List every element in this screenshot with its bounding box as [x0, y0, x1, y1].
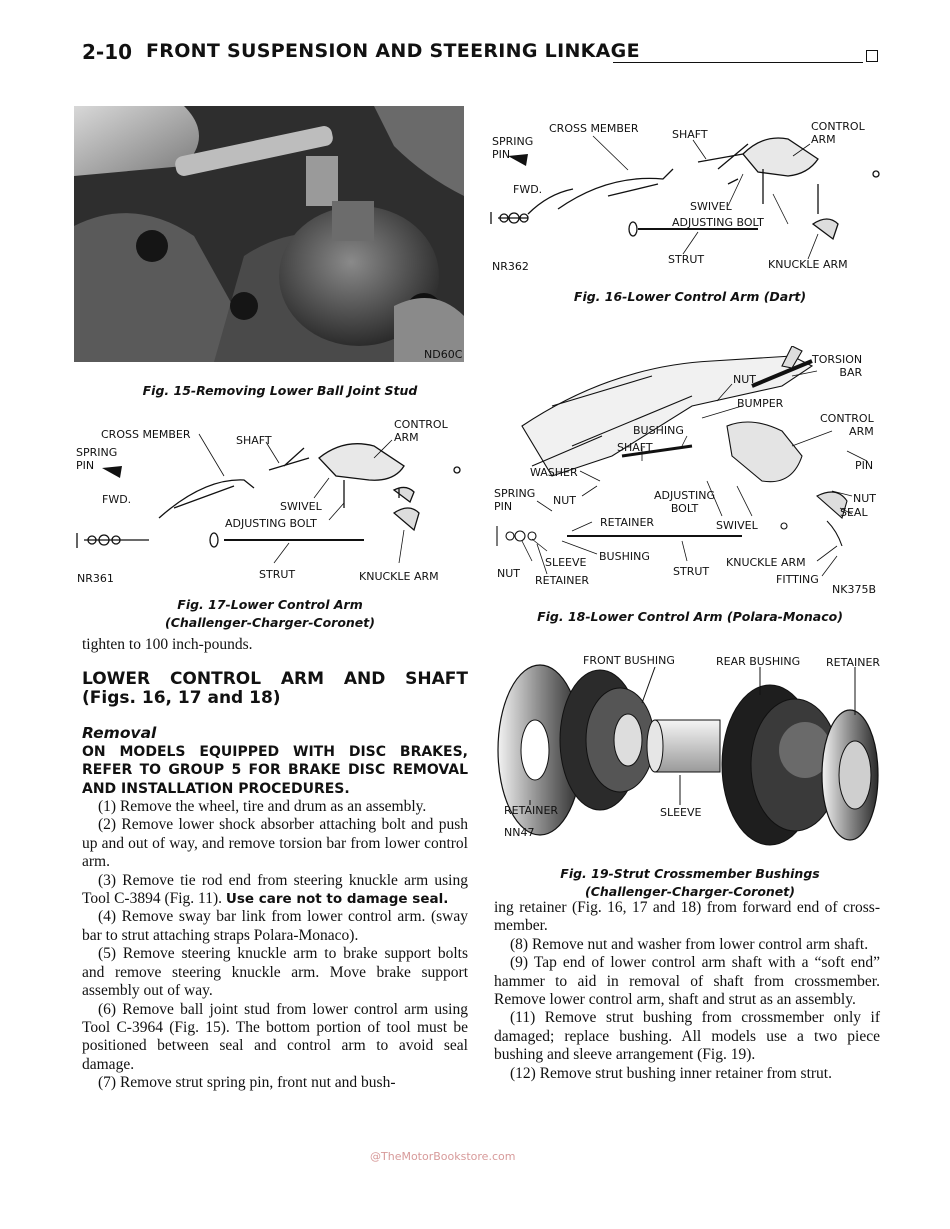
fig18-label-washer: WASHER [530, 466, 578, 479]
removal-heading: Removal [82, 724, 157, 743]
fig18-label-control-arm: CONTROL ARM [820, 412, 874, 438]
fig19-diagram [490, 655, 885, 850]
fig17-label-knuckle-arm: KNUCKLE ARM [359, 570, 439, 583]
fig17-label-control-arm: CONTROL ARM [394, 418, 448, 444]
step-8: (8) Remove nut and washer from lower control arm shaft. [510, 935, 869, 953]
step-2: (2) Remove lower shock absorber attaching bolt and push up and out of way, and remove torsion bar from lower control arm. [82, 816, 468, 871]
fig18-label-shaft: SHAFT [617, 441, 653, 454]
fig17-caption-line2: (Challenger-Charger-Coronet) [165, 615, 375, 630]
fig15-photo [74, 106, 464, 362]
fig18-label-bushing: BUSHING [633, 424, 684, 437]
step-1: (1) Remove the wheel, tire and drum as an assembly. [98, 798, 427, 816]
fig18-label-nut-right: NUT [853, 492, 876, 505]
fig18-caption: Fig. 18-Lower Control Arm (Polara-Monaco) [537, 609, 843, 624]
step-3-text: (3) Remove tie rod end from steering knuckle arm using Tool C-3894 (Fig. 11). [82, 871, 468, 908]
fig18-label-seal: SEAL [840, 506, 868, 519]
step-3 [82, 872, 468, 909]
fig19-linework [490, 655, 885, 850]
watermark: @TheMotorBookstore.com [370, 1150, 516, 1163]
fig19-caption-line1: Fig. 19-Strut Crossmember Bushings [560, 866, 820, 881]
fig17-label-shaft: SHAFT [236, 434, 272, 447]
left-text-column [82, 636, 468, 1093]
fig18-code: NK375B [832, 583, 876, 596]
ball-joint-photo-illustration [74, 106, 464, 362]
fig18-label-swivel: SWIVEL [716, 519, 758, 532]
step-5: (5) Remove steering knuckle arm to brake support bolts and remove steering knuckle arm. Move brake support assembly out of way. [82, 945, 468, 1000]
fig19-code: NN47 [504, 826, 535, 839]
header-box-icon [866, 50, 878, 62]
step-3-caution: Use care not to damage seal. [225, 891, 449, 908]
fig17-code: NR361 [77, 572, 114, 585]
fig18-label-strut: STRUT [673, 565, 710, 578]
fig16-label-spring-pin: SPRING PIN [492, 135, 534, 161]
fig18-label-sleeve: SLEEVE [545, 556, 587, 569]
fig17-label-cross-member: CROSS MEMBER [101, 428, 191, 441]
fig16-label-fwd: FWD. [513, 183, 543, 196]
step-6: (6) Remove ball joint stud from lower control arm using Tool C-3964 (Fig. 15). The bottom portion of tool must be positioned between seal and control arm to avoid seal damage. [82, 1000, 468, 1073]
fig17-label-adjusting-bolt: ADJUSTING BOLT [225, 517, 317, 530]
header-rule [613, 62, 863, 63]
fig16-label-cross-member: CROSS MEMBER [549, 122, 639, 135]
fig17-label-spring-pin: SPRING PIN [76, 446, 118, 472]
fig15-code: ND60C [424, 348, 463, 361]
fig19-label-rear-bushing: REAR BUSHING [716, 655, 801, 668]
fig17-label-fwd: FWD. [102, 493, 132, 506]
step-12: (12) Remove strut bushing inner retainer from strut. [510, 1064, 832, 1082]
fig18-label-fitting: FITTING [776, 573, 819, 586]
fig18-label-nut-top: NUT [733, 373, 756, 386]
right-carryover-text: ing retainer (Fig. 16, 17 and 18) from forward end of cross-member. [494, 899, 880, 935]
left-carryover-text: tighten to 100 inch-pounds. [82, 636, 253, 653]
fig18-label-retainer: RETAINER [600, 516, 655, 529]
fig17-caption-line1: Fig. 17-Lower Control Arm [177, 597, 363, 612]
fig19-label-retainer-right: RETAINER [826, 656, 881, 669]
fig16-label-adjusting-bolt: ADJUSTING BOLT [672, 216, 764, 229]
fig19-label-retainer-left: RETAINER [504, 804, 559, 817]
fig16-caption: Fig. 16-Lower Control Arm (Dart) [573, 289, 807, 304]
fig18-label-adjusting-bolt: ADJUSTING BOLT [654, 489, 715, 515]
fig18-label-retainer-lower: RETAINER [535, 574, 590, 587]
right-text-column [494, 899, 880, 1083]
fig15-caption: Fig. 15-Removing Lower Ball Joint Stud [142, 383, 418, 398]
fig17-label-strut: STRUT [259, 568, 296, 581]
disc-brake-notice: ON MODELS EQUIPPED WITH DISC BRAKES, REFER TO GROUP 5 FOR BRAKE DISC REMOVAL AND INSTALLATION PROCEDURES. [82, 743, 468, 797]
section-title: FRONT SUSPENSION AND STEERING LINKAGE [146, 40, 640, 62]
fig18-label-torsion-bar: TORSION BAR [812, 353, 863, 379]
step-4: (4) Remove sway bar link from lower control arm. (sway bar to strut attaching straps Polara-Monaco). [82, 908, 468, 944]
fig16-label-control-arm: CONTROL ARM [811, 120, 865, 146]
fig18-label-bushing-lower: BUSHING [599, 550, 650, 563]
fig18-label-pin: PIN [855, 459, 874, 472]
fig18-label-bumper: BUMPER [737, 397, 784, 410]
fig18-label-knuckle-arm: KNUCKLE ARM [726, 556, 806, 569]
fig19-label-sleeve: SLEEVE [660, 806, 702, 819]
fig18-label-nut-left: NUT [497, 567, 520, 580]
step-7: (7) Remove strut spring pin, front nut and bush- [98, 1074, 396, 1092]
step-11: (11) Remove strut bushing from crossmember only if damaged; replace bushing. All models use a two piece bushing and sleeve arrangement (Fig. 19). [494, 1009, 880, 1064]
fig18-label-spring-pin: SPRING PIN [494, 487, 536, 513]
fig16-label-shaft: SHAFT [672, 128, 708, 141]
fig19-caption-line2: (Challenger-Charger-Coronet) [585, 884, 795, 899]
fig18-label-nut-mid: NUT [553, 494, 576, 507]
fig17-label-swivel: SWIVEL [280, 500, 322, 513]
section-heading: LOWER CONTROL ARM AND SHAFT (Figs. 16, 17 and 18) [82, 669, 468, 709]
step-9: (9) Tap end of lower control arm shaft with a “soft end” hammer to aid in removal of shaft from crossmember. Remove lower control arm, shaft and strut as an assembly. [494, 954, 880, 1009]
fig16-label-knuckle-arm: KNUCKLE ARM [768, 258, 848, 271]
fig16-label-strut: STRUT [668, 253, 705, 266]
fig16-code: NR362 [492, 260, 529, 273]
page-number: 2-10 [82, 40, 133, 64]
fig19-label-front-bushing: FRONT BUSHING [583, 654, 675, 667]
fig16-label-swivel: SWIVEL [690, 200, 732, 213]
